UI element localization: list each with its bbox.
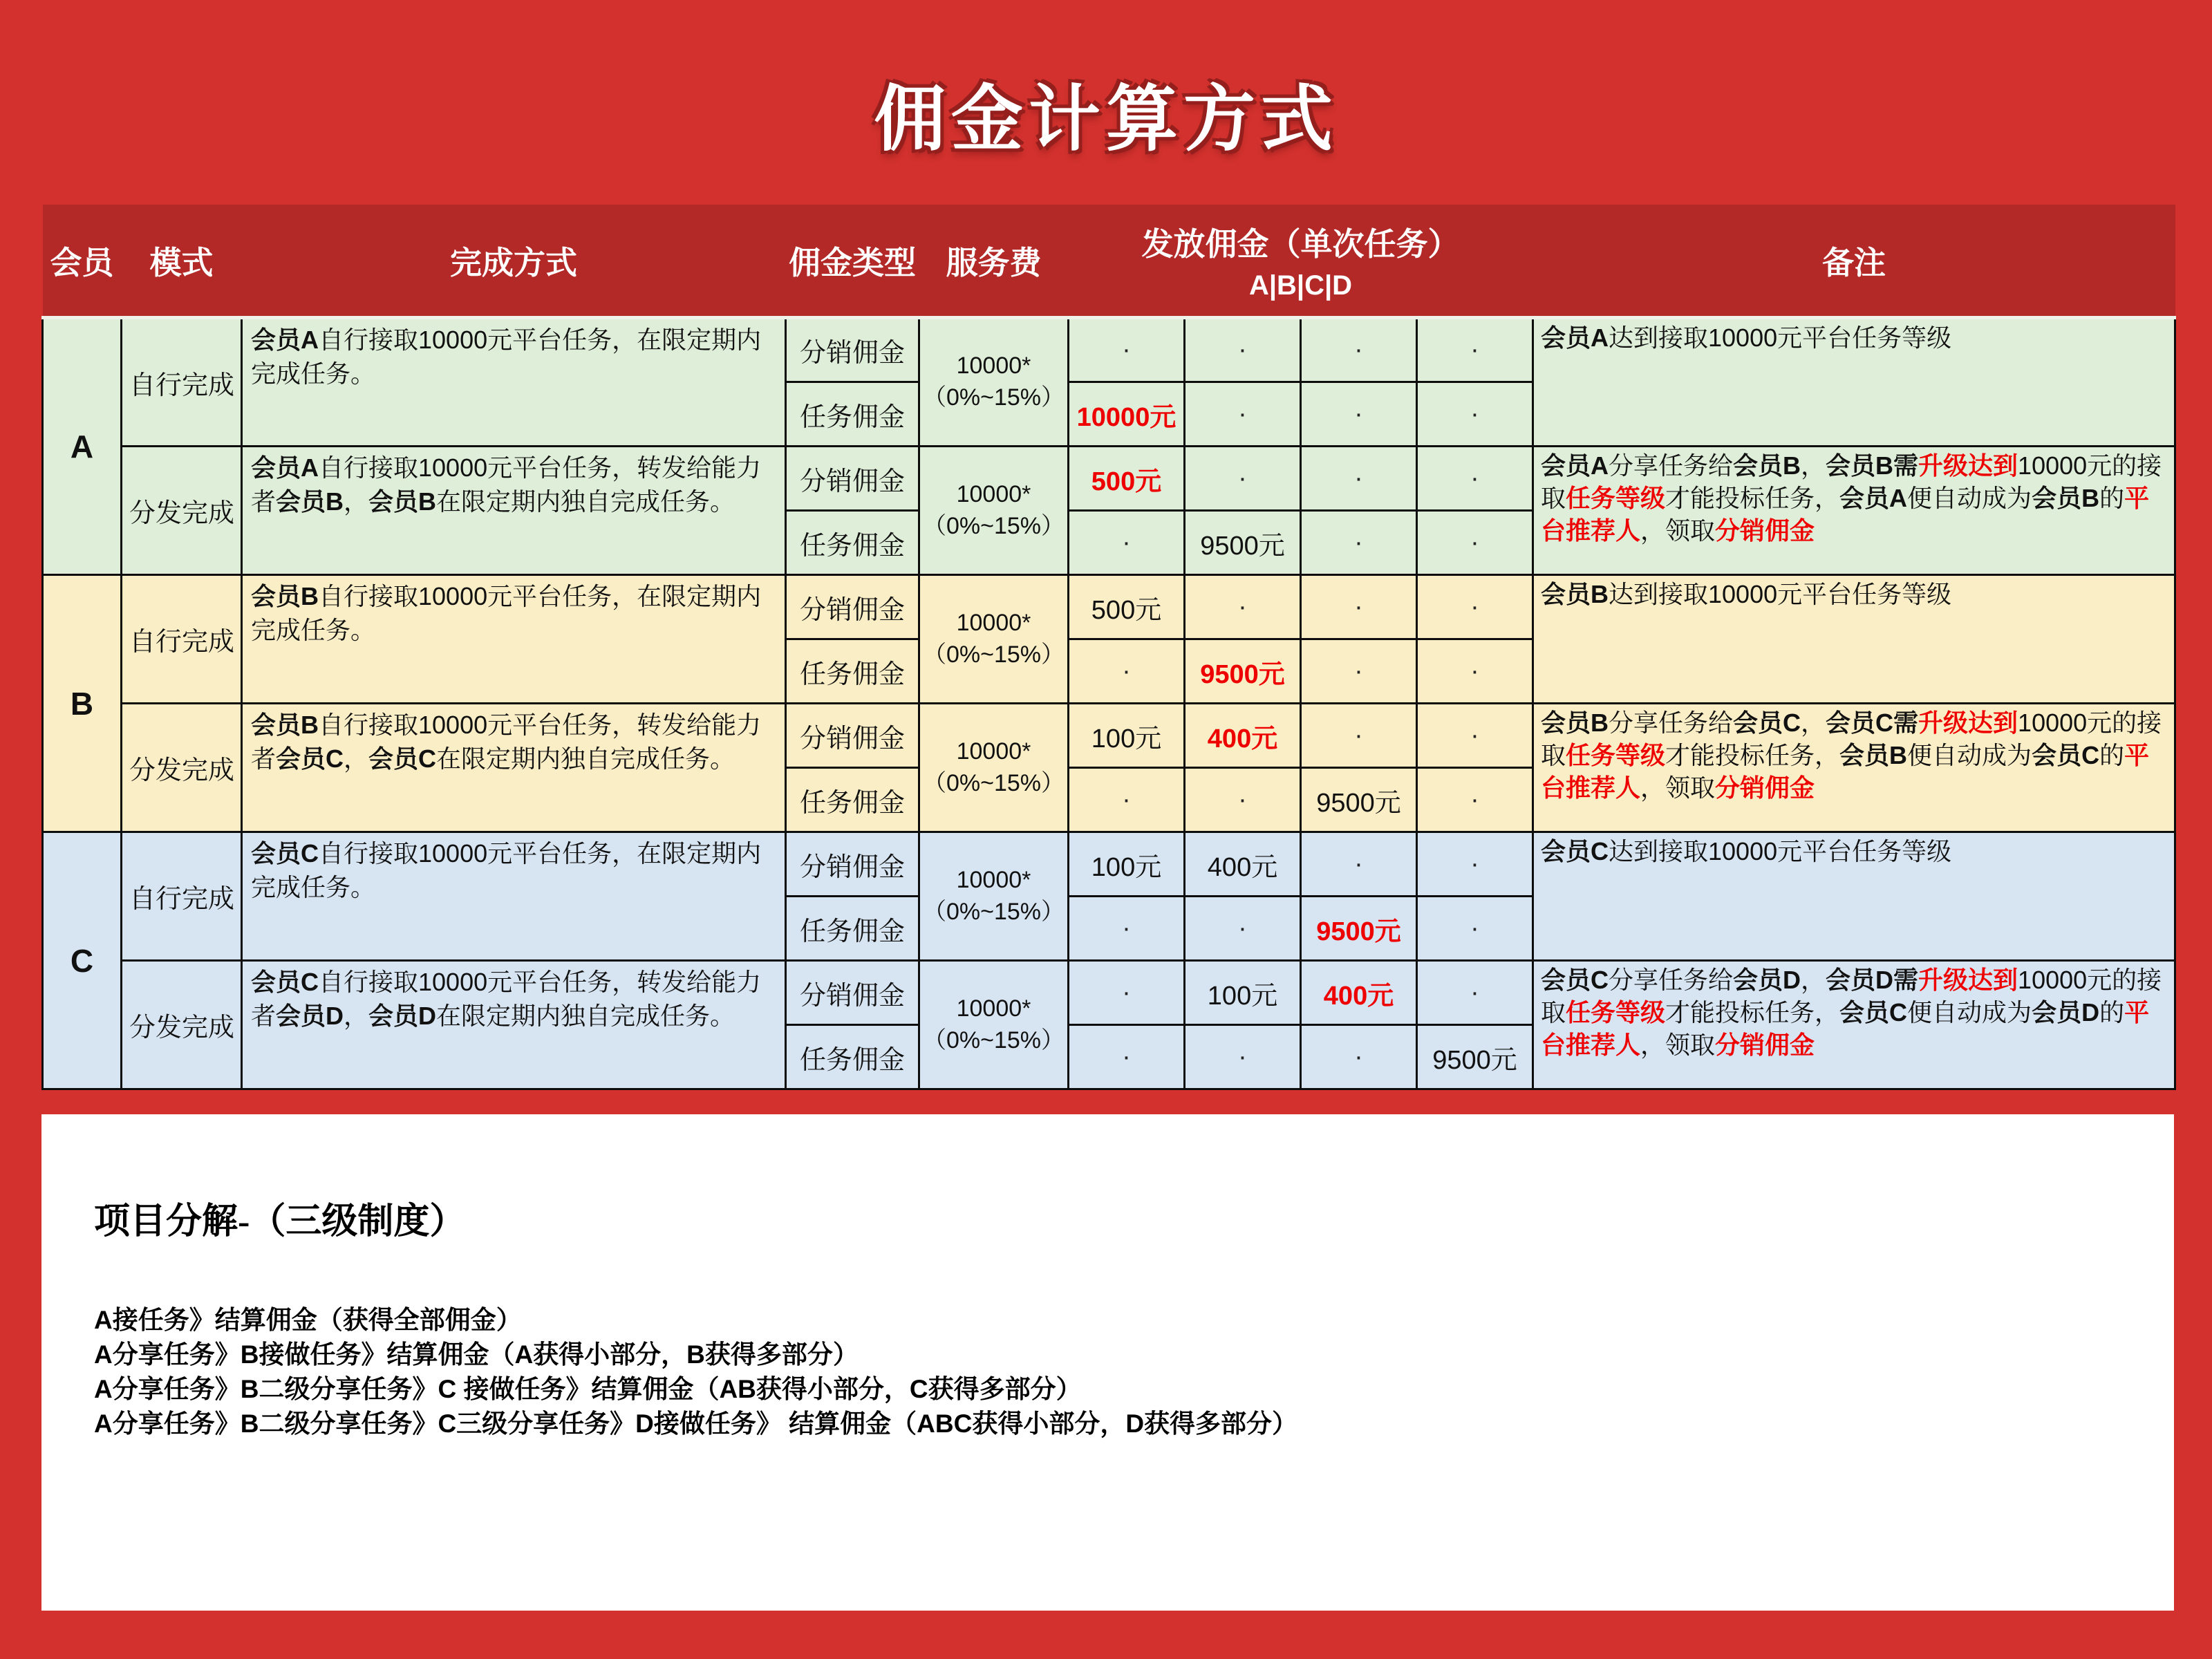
commission-type-cell: 分销佣金 (786, 447, 919, 511)
page-title: 佣金计算方式 (873, 79, 1338, 160)
text-segment: ， (1801, 709, 1826, 737)
service-fee-line: 10000* (956, 738, 1031, 765)
text-segment: 的 (2099, 483, 2125, 512)
payout-cell-c: 9500元 (1301, 768, 1417, 832)
text-segment: 会员D (2032, 997, 2100, 1027)
text-segment: 在限定期内独自完成任务。 (436, 1001, 735, 1030)
text-segment: 达到接取10000元平台任务等级 (1609, 324, 1952, 352)
text-segment: 会员B (1733, 451, 1801, 480)
text-segment: 会员D (368, 1001, 437, 1030)
payout-cell-c: · (1301, 318, 1417, 382)
commission-type-cell: 分销佣金 (786, 575, 919, 639)
service-fee-line: 10000* (956, 995, 1031, 1022)
text-segment: 会员C (251, 968, 319, 996)
header-row (43, 205, 2175, 318)
payout-cell-c: 9500元 (1301, 897, 1417, 961)
task-description-cell (242, 961, 786, 1089)
service-fee-cell (919, 575, 1069, 704)
text-segment: 会员B (1541, 709, 1609, 737)
payout-cell-c: · (1301, 575, 1417, 639)
text-segment: 会员C (251, 839, 319, 868)
commission-type-cell: 任务佣金 (786, 382, 919, 447)
service-fee-line: （0%~15%） (922, 1027, 1065, 1053)
text-segment: ， (1801, 966, 1826, 994)
text-segment: ， (344, 1001, 369, 1030)
commission-type-cell: 分销佣金 (786, 318, 919, 382)
task-description-cell (242, 447, 786, 575)
payout-cell-b: · (1185, 447, 1301, 511)
commission-table (41, 205, 2176, 1090)
text-segment: 会员B (368, 487, 437, 516)
service-fee-line: （0%~15%） (922, 769, 1065, 796)
mode-cell: 分发完成 (122, 447, 242, 575)
task-description-cell (242, 832, 786, 961)
commission-type-cell: 任务佣金 (786, 639, 919, 704)
payout-cell-a: · (1069, 511, 1185, 575)
table-row-a-1-0 (43, 447, 2175, 511)
col-header-method: 完成方式 (242, 205, 786, 318)
text-segment: 10000元的接取 (1541, 709, 2162, 769)
text-segment: 会员C需 (1826, 709, 1919, 737)
payout-cell-d: · (1417, 511, 1533, 575)
text-segment: 会员C (276, 744, 344, 773)
text-segment: ， (1801, 451, 1826, 480)
text-segment: ，领取 (1640, 516, 1716, 545)
text-segment: 自行接取10000元平台任务，在限定期内完成任务。 (251, 582, 762, 644)
payout-cell-d: 9500元 (1417, 1025, 1533, 1089)
text-segment: ，领取 (1640, 773, 1716, 802)
payout-cell-b: 400元 (1185, 704, 1301, 768)
payout-cell-b: 9500元 (1185, 511, 1301, 575)
member-cell-b: B (43, 575, 122, 832)
payout-cell-b: · (1185, 382, 1301, 447)
breakdown-lines (94, 1303, 2174, 1441)
service-fee-cell (919, 832, 1069, 961)
text-segment: 在限定期内独自完成任务。 (436, 744, 735, 773)
service-fee-cell (919, 704, 1069, 832)
commission-type-cell: 任务佣金 (786, 897, 919, 961)
text-segment: 自行接取10000元平台任务，转发给能力者 (251, 968, 762, 1030)
text-segment: 分享任务给 (1609, 709, 1734, 737)
service-fee-line: 10000* (956, 609, 1031, 636)
task-description-cell (242, 318, 786, 447)
mode-cell: 分发完成 (122, 961, 242, 1089)
remark-cell (1533, 318, 2175, 447)
text-segment: 平台推荐人 (1541, 483, 2150, 545)
breakdown-panel (41, 1114, 2174, 1611)
service-fee-line: （0%~15%） (922, 641, 1065, 668)
text-segment: 会员D (1733, 966, 1801, 994)
text-segment: 会员C (368, 744, 437, 773)
text-segment: 会员B需 (1826, 451, 1919, 480)
payout-cell-c: · (1301, 832, 1417, 897)
payout-cell-b: · (1185, 575, 1301, 639)
payout-cell-c: · (1301, 639, 1417, 704)
text-segment: 会员C (1733, 709, 1801, 737)
payout-cell-d: · (1417, 897, 1533, 961)
payout-cell-b: · (1185, 768, 1301, 832)
payout-cell-d: · (1417, 447, 1533, 511)
payout-cell-a: 500元 (1069, 447, 1185, 511)
text-segment: 会员C (1541, 966, 1609, 994)
commission-type-cell: 分销佣金 (786, 832, 919, 897)
text-segment: 会员A (251, 453, 319, 482)
text-segment: 才能投标任务， (1665, 740, 1840, 769)
commission-type-cell: 分销佣金 (786, 961, 919, 1025)
text-segment: 会员B (1541, 580, 1609, 608)
text-segment: 会员B (251, 582, 319, 610)
payout-cell-a: · (1069, 639, 1185, 704)
text-segment: 便自动成为 (1907, 997, 2032, 1027)
breakdown-line-3: A分享任务》B二级分享任务》C 接做任务》结算佣金（AB获得小部分，C获得多部分） (94, 1375, 1082, 1403)
breakdown-line-2: A分享任务》B接做任务》结算佣金（A获得小部分，B获得多部分） (94, 1340, 859, 1369)
commission-type-cell: 分销佣金 (786, 704, 919, 768)
member-cell-c: C (43, 832, 122, 1089)
text-segment: 会员D需 (1826, 966, 1919, 994)
col-header-payout (1069, 205, 1533, 318)
text-segment: 分销佣金 (1715, 773, 1815, 802)
payout-cell-a: · (1069, 768, 1185, 832)
breakdown-heading: 项目分解-（三级制度） (94, 1202, 466, 1241)
payout-cell-a: · (1069, 961, 1185, 1025)
payout-cell-a: · (1069, 1025, 1185, 1089)
service-fee-line: （0%~15%） (922, 898, 1065, 925)
text-segment: 任务等级 (1566, 483, 1666, 512)
col-header-commission-type: 佣金类型 (786, 205, 919, 318)
mode-cell: 分发完成 (122, 704, 242, 832)
commission-type-cell: 任务佣金 (786, 768, 919, 832)
task-description-cell (242, 575, 786, 704)
service-fee-line: 10000* (956, 480, 1031, 507)
payout-header-title: 发放佣金（单次任务） (1141, 226, 1460, 262)
text-segment: ， (344, 487, 369, 516)
payout-cell-a: · (1069, 897, 1185, 961)
mode-cell: 自行完成 (122, 318, 242, 447)
text-segment: 才能投标任务， (1665, 997, 1840, 1027)
remark-cell (1533, 961, 2175, 1089)
mode-cell: 自行完成 (122, 575, 242, 704)
table-row-b-0-0 (43, 575, 2175, 639)
payout-cell-a: 500元 (1069, 575, 1185, 639)
remark-cell (1533, 832, 2175, 961)
payout-cell-c: · (1301, 447, 1417, 511)
text-segment: 会员A (251, 326, 319, 354)
service-fee-cell (919, 447, 1069, 575)
payout-cell-d: · (1417, 832, 1533, 897)
table-body (43, 318, 2175, 1089)
text-segment: 会员C (1839, 997, 1908, 1027)
table-header (43, 205, 2175, 318)
col-header-service-fee: 服务费 (919, 205, 1069, 318)
payout-cell-b: · (1185, 897, 1301, 961)
payout-cell-c: · (1301, 382, 1417, 447)
table-row-c-1-0 (43, 961, 2175, 1025)
text-segment: 才能投标任务， (1665, 483, 1840, 512)
text-segment: 分销佣金 (1715, 1030, 1815, 1059)
payout-cell-b: · (1185, 318, 1301, 382)
payout-cell-d: · (1417, 318, 1533, 382)
text-segment: 自行接取10000元平台任务，在限定期内完成任务。 (251, 839, 762, 901)
text-segment: 10000元的接取 (1541, 451, 2162, 512)
task-description-cell (242, 704, 786, 832)
payout-cell-d: · (1417, 639, 1533, 704)
text-segment: 平台推荐人 (1541, 997, 2150, 1059)
payout-cell-c: · (1301, 1025, 1417, 1089)
text-segment: 的 (2099, 740, 2125, 769)
text-segment: 会员A (1541, 451, 1609, 480)
payout-cell-c: 400元 (1301, 961, 1417, 1025)
member-cell-a: A (43, 318, 122, 575)
commission-type-cell: 任务佣金 (786, 1025, 919, 1089)
payout-cell-b: · (1185, 1025, 1301, 1089)
text-segment: 会员B (2032, 483, 2100, 512)
text-segment: 分享任务给 (1609, 966, 1734, 994)
text-segment: 达到接取10000元平台任务等级 (1609, 580, 1952, 608)
text-segment: ， (344, 744, 369, 773)
payout-cell-d: · (1417, 961, 1533, 1025)
payout-cell-d: · (1417, 575, 1533, 639)
text-segment: 平台推荐人 (1541, 740, 2150, 802)
text-segment: 便自动成为 (1907, 483, 2032, 512)
text-segment: 会员A (1839, 483, 1908, 512)
service-fee-cell (919, 961, 1069, 1089)
service-fee-line: 10000* (956, 866, 1031, 893)
payout-cell-b: 9500元 (1185, 639, 1301, 704)
text-segment: 的 (2099, 997, 2125, 1027)
payout-cell-b: 400元 (1185, 832, 1301, 897)
table-row-b-1-0 (43, 704, 2175, 768)
payout-cell-d: · (1417, 768, 1533, 832)
payout-cell-a: 100元 (1069, 704, 1185, 768)
payout-cell-d: · (1417, 704, 1533, 768)
text-segment: 会员A (1541, 324, 1609, 352)
text-segment: ，领取 (1640, 1030, 1716, 1059)
text-segment: 自行接取10000元平台任务，在限定期内完成任务。 (251, 326, 762, 388)
table-row-a-0-0 (43, 318, 2175, 382)
payout-cell-a: 100元 (1069, 832, 1185, 897)
payout-cell-b: 100元 (1185, 961, 1301, 1025)
remark-cell (1533, 575, 2175, 704)
text-segment: 升级达到 (1918, 451, 2018, 480)
text-segment: 会员B (276, 487, 344, 516)
col-header-member: 会员 (43, 205, 122, 318)
text-segment: 会员C (1541, 837, 1609, 865)
text-segment: 自行接取10000元平台任务，转发给能力者 (251, 711, 762, 773)
text-segment: 升级达到 (1918, 966, 2018, 994)
col-header-remark: 备注 (1533, 205, 2175, 318)
service-fee-line: （0%~15%） (922, 512, 1065, 539)
table-row-c-0-0 (43, 832, 2175, 897)
payout-cell-a: 10000元 (1069, 382, 1185, 447)
text-segment: 升级达到 (1918, 709, 2018, 737)
commission-table-wrap (41, 205, 2174, 1090)
text-segment: 会员B (251, 711, 319, 739)
breakdown-line-1: A接任务》结算佣金（获得全部佣金） (94, 1306, 522, 1334)
payout-header-abcd: A|B|C|D (1248, 270, 1353, 301)
text-segment: 分享任务给 (1609, 451, 1734, 480)
service-fee-line: （0%~15%） (922, 384, 1065, 411)
text-segment: 任务等级 (1566, 740, 1666, 769)
mode-cell: 自行完成 (122, 832, 242, 961)
text-segment: 任务等级 (1566, 997, 1666, 1027)
text-segment: 分销佣金 (1715, 516, 1815, 545)
col-header-mode: 模式 (122, 205, 242, 318)
text-segment: 会员C (2032, 740, 2100, 769)
remark-cell (1533, 447, 2175, 575)
payout-cell-c: · (1301, 511, 1417, 575)
commission-type-cell: 任务佣金 (786, 511, 919, 575)
payout-cell-d: · (1417, 382, 1533, 447)
text-segment: 会员D (276, 1001, 344, 1030)
text-segment: 在限定期内独自完成任务。 (436, 487, 735, 516)
text-segment: 10000元的接取 (1541, 966, 2162, 1027)
payout-cell-a: · (1069, 318, 1185, 382)
service-fee-line: 10000* (956, 353, 1031, 379)
text-segment: 自行接取10000元平台任务，转发给能力者 (251, 453, 762, 516)
text-segment: 便自动成为 (1907, 740, 2032, 769)
remark-cell (1533, 704, 2175, 832)
text-segment: 达到接取10000元平台任务等级 (1609, 837, 1952, 865)
text-segment: 会员B (1839, 740, 1908, 769)
breakdown-line-4: A分享任务》B二级分享任务》C三级分享任务》D接做任务》 结算佣金（ABC获得小部分，D获得多部分） (94, 1409, 1298, 1438)
service-fee-cell (919, 318, 1069, 447)
payout-cell-c: · (1301, 704, 1417, 768)
